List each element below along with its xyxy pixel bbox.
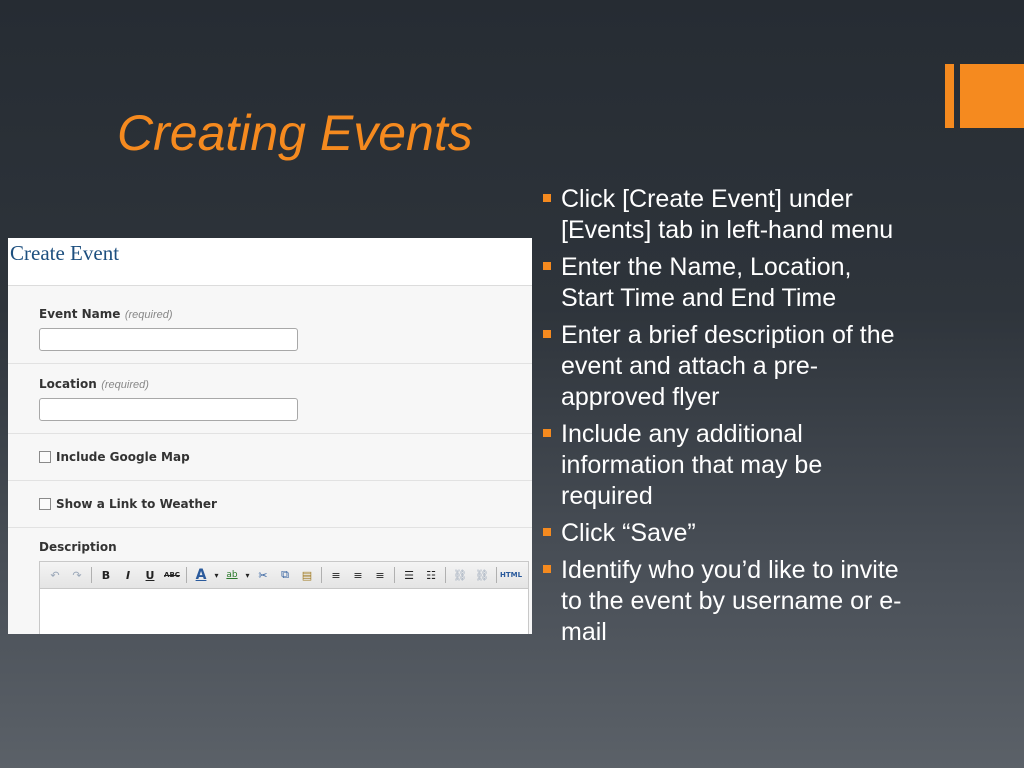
bullet-item: Enter the Name, Location, Start Time and End Time (540, 252, 910, 314)
editor-toolbar (40, 562, 528, 589)
bullet-square-icon (543, 262, 551, 270)
create-event-form-screenshot (8, 238, 532, 634)
bullet-item: Click “Save” (540, 518, 910, 549)
bullet-item: Click [Create Event] under [Events] tab in left-hand menu (540, 184, 910, 246)
unlink-icon[interactable]: ⛓ (475, 568, 489, 582)
align-center-icon[interactable]: ≡ (353, 568, 363, 582)
numbered-list-icon[interactable]: ☷ (426, 568, 436, 582)
decorative-bar-thick (960, 64, 1024, 128)
bullet-list-icon[interactable]: ☰ (404, 568, 414, 582)
include-map-label: Include Google Map (56, 450, 190, 464)
font-color-dropdown-icon[interactable]: ▾ (214, 570, 219, 580)
location-required-note: (required) (101, 379, 149, 391)
italic-icon[interactable]: I (125, 568, 131, 582)
html-source-icon[interactable]: HTML (499, 571, 523, 579)
bullet-item: Include any additional information that may be required (540, 419, 910, 512)
bold-icon[interactable]: B (101, 568, 111, 582)
decorative-bar-thin (945, 64, 954, 128)
bullet-square-icon (543, 429, 551, 437)
description-label: Description (39, 540, 117, 554)
link-icon[interactable]: ⛓ (453, 568, 467, 582)
underline-icon[interactable]: U (145, 568, 155, 582)
toolbar-separator (445, 567, 446, 583)
copy-icon[interactable]: ⧉ (281, 568, 289, 581)
toolbar-separator (394, 567, 395, 583)
include-map-checkbox[interactable] (39, 451, 51, 463)
event-name-label-group (39, 305, 532, 323)
highlight-dropdown-icon[interactable]: ▾ (245, 570, 250, 580)
form-header (8, 238, 532, 286)
weather-link-label: Show a Link to Weather (56, 497, 217, 511)
bullet-square-icon (543, 194, 551, 202)
highlight-color-icon[interactable]: ab (226, 570, 238, 580)
align-left-icon[interactable]: ≡ (331, 568, 341, 582)
description-row (8, 528, 532, 634)
align-right-icon[interactable]: ≡ (375, 568, 385, 582)
slide-title: Creating Events (117, 105, 473, 161)
bullet-item: Identify who you’d like to invite to the event by username or e-mail (540, 555, 910, 648)
weather-link-checkbox[interactable] (39, 498, 51, 510)
toolbar-separator (186, 567, 187, 583)
event-name-input[interactable] (39, 328, 298, 351)
form-heading: Create Event (10, 241, 120, 265)
location-row (8, 364, 532, 434)
bullet-list (540, 184, 910, 654)
location-label: Location (39, 377, 97, 391)
location-label-group (39, 375, 532, 393)
form-body (8, 286, 532, 634)
undo-icon[interactable]: ↶ (50, 568, 60, 582)
toolbar-separator (496, 567, 497, 583)
include-map-row (8, 434, 532, 481)
event-name-required-note: (required) (124, 309, 173, 321)
toolbar-separator (91, 567, 92, 583)
redo-icon[interactable]: ↷ (72, 568, 82, 582)
toolbar-separator (321, 567, 322, 583)
cut-icon[interactable]: ✂ (258, 568, 268, 582)
event-name-label: Event Name (39, 307, 121, 321)
strikethrough-icon[interactable]: ABC (164, 571, 180, 579)
description-editor (39, 561, 529, 634)
bullet-square-icon (543, 565, 551, 573)
bullet-square-icon (543, 330, 551, 338)
location-input[interactable] (39, 398, 298, 421)
weather-link-row (8, 481, 532, 528)
event-name-row (8, 286, 532, 364)
bullet-item: Enter a brief description of the event and attach a pre-approved flyer (540, 320, 910, 413)
paste-icon[interactable]: ▤ (301, 568, 313, 582)
bullet-square-icon (543, 528, 551, 536)
font-color-icon[interactable]: A (195, 567, 207, 583)
